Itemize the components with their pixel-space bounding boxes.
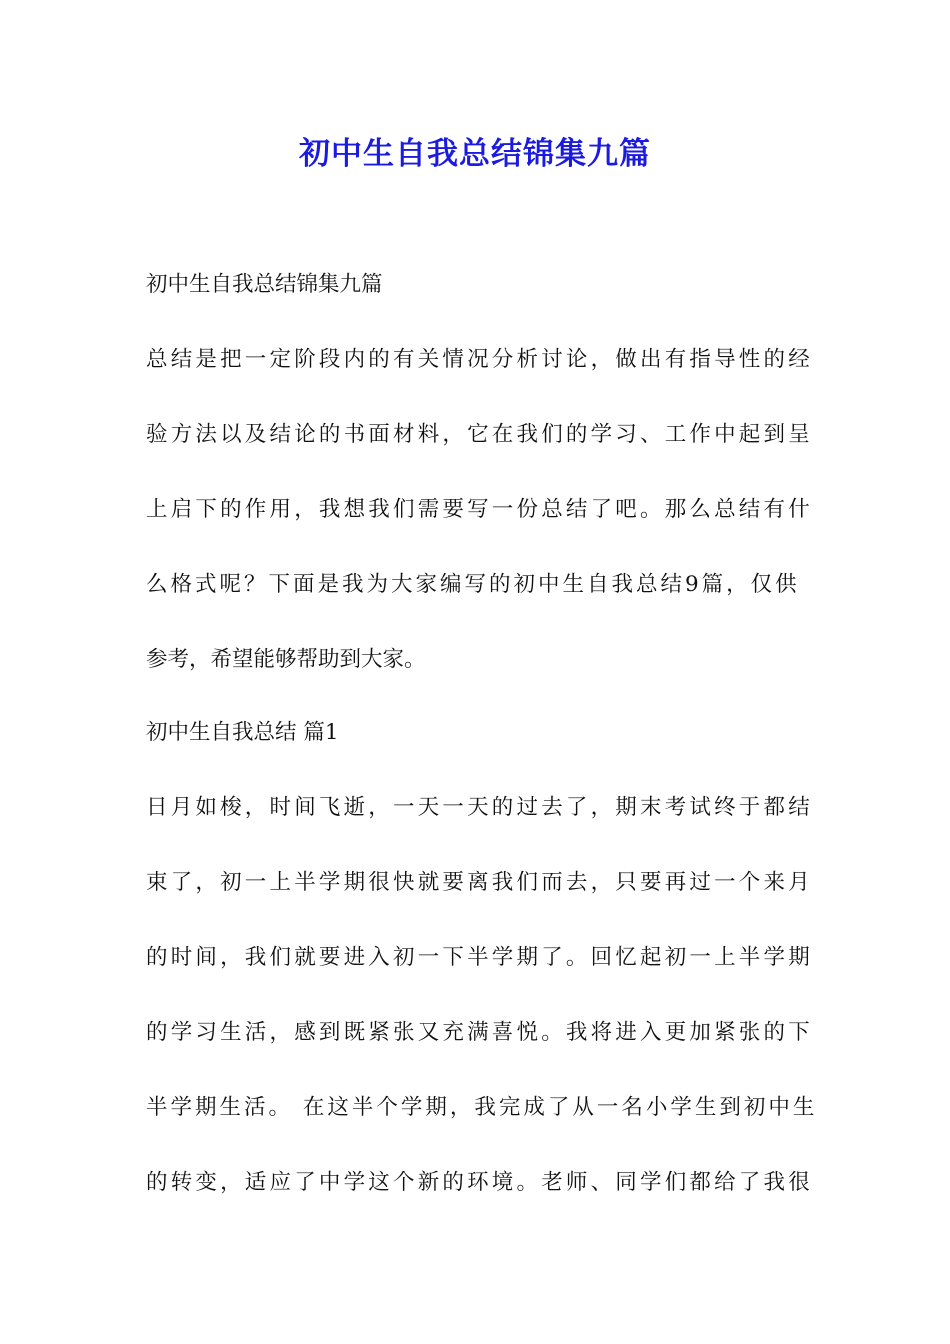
paragraph-line: 验方法以及结论的书面材料，它在我们的学习、工作中起到呈 [146, 422, 813, 447]
paragraph-line: 日月如梭，时间飞逝，一天一天的过去了，期末考试终于都结 [146, 795, 813, 820]
document-title: 初中生自我总结锦集九篇 [299, 136, 651, 172]
paragraph-line: 半学期生活。 在这半个学期，我完成了从一名小学生到初中生 [146, 1095, 818, 1120]
paragraph-line: 的学习生活，感到既紧张又充满喜悦。我将进入更加紧张的下 [146, 1020, 813, 1045]
paragraph-line: 参考，希望能够帮助到大家。 [146, 647, 426, 672]
paragraph-line: 么格式呢？下面是我为大家编写的初中生自我总结9篇，仅供 [146, 572, 800, 597]
paragraph-line: 的时间，我们就要进入初一下半学期了。回忆起初一上半学期 [146, 945, 813, 970]
paragraph-line: 总结是把一定阶段内的有关情况分析讨论，做出有指导性的经 [146, 347, 813, 372]
paragraph-line: 上启下的作用，我想我们需要写一份总结了吧。那么总结有什 [146, 497, 813, 522]
section-heading: 初中生自我总结 篇1 [146, 720, 339, 745]
paragraph-line: 的转变，适应了中学这个新的环境。老师、同学们都给了我很 [146, 1170, 813, 1195]
paragraph-line: 束了，初一上半学期很快就要离我们而去，只要再过一个来月 [146, 870, 813, 895]
subtitle-line: 初中生自我总结锦集九篇 [146, 272, 383, 297]
